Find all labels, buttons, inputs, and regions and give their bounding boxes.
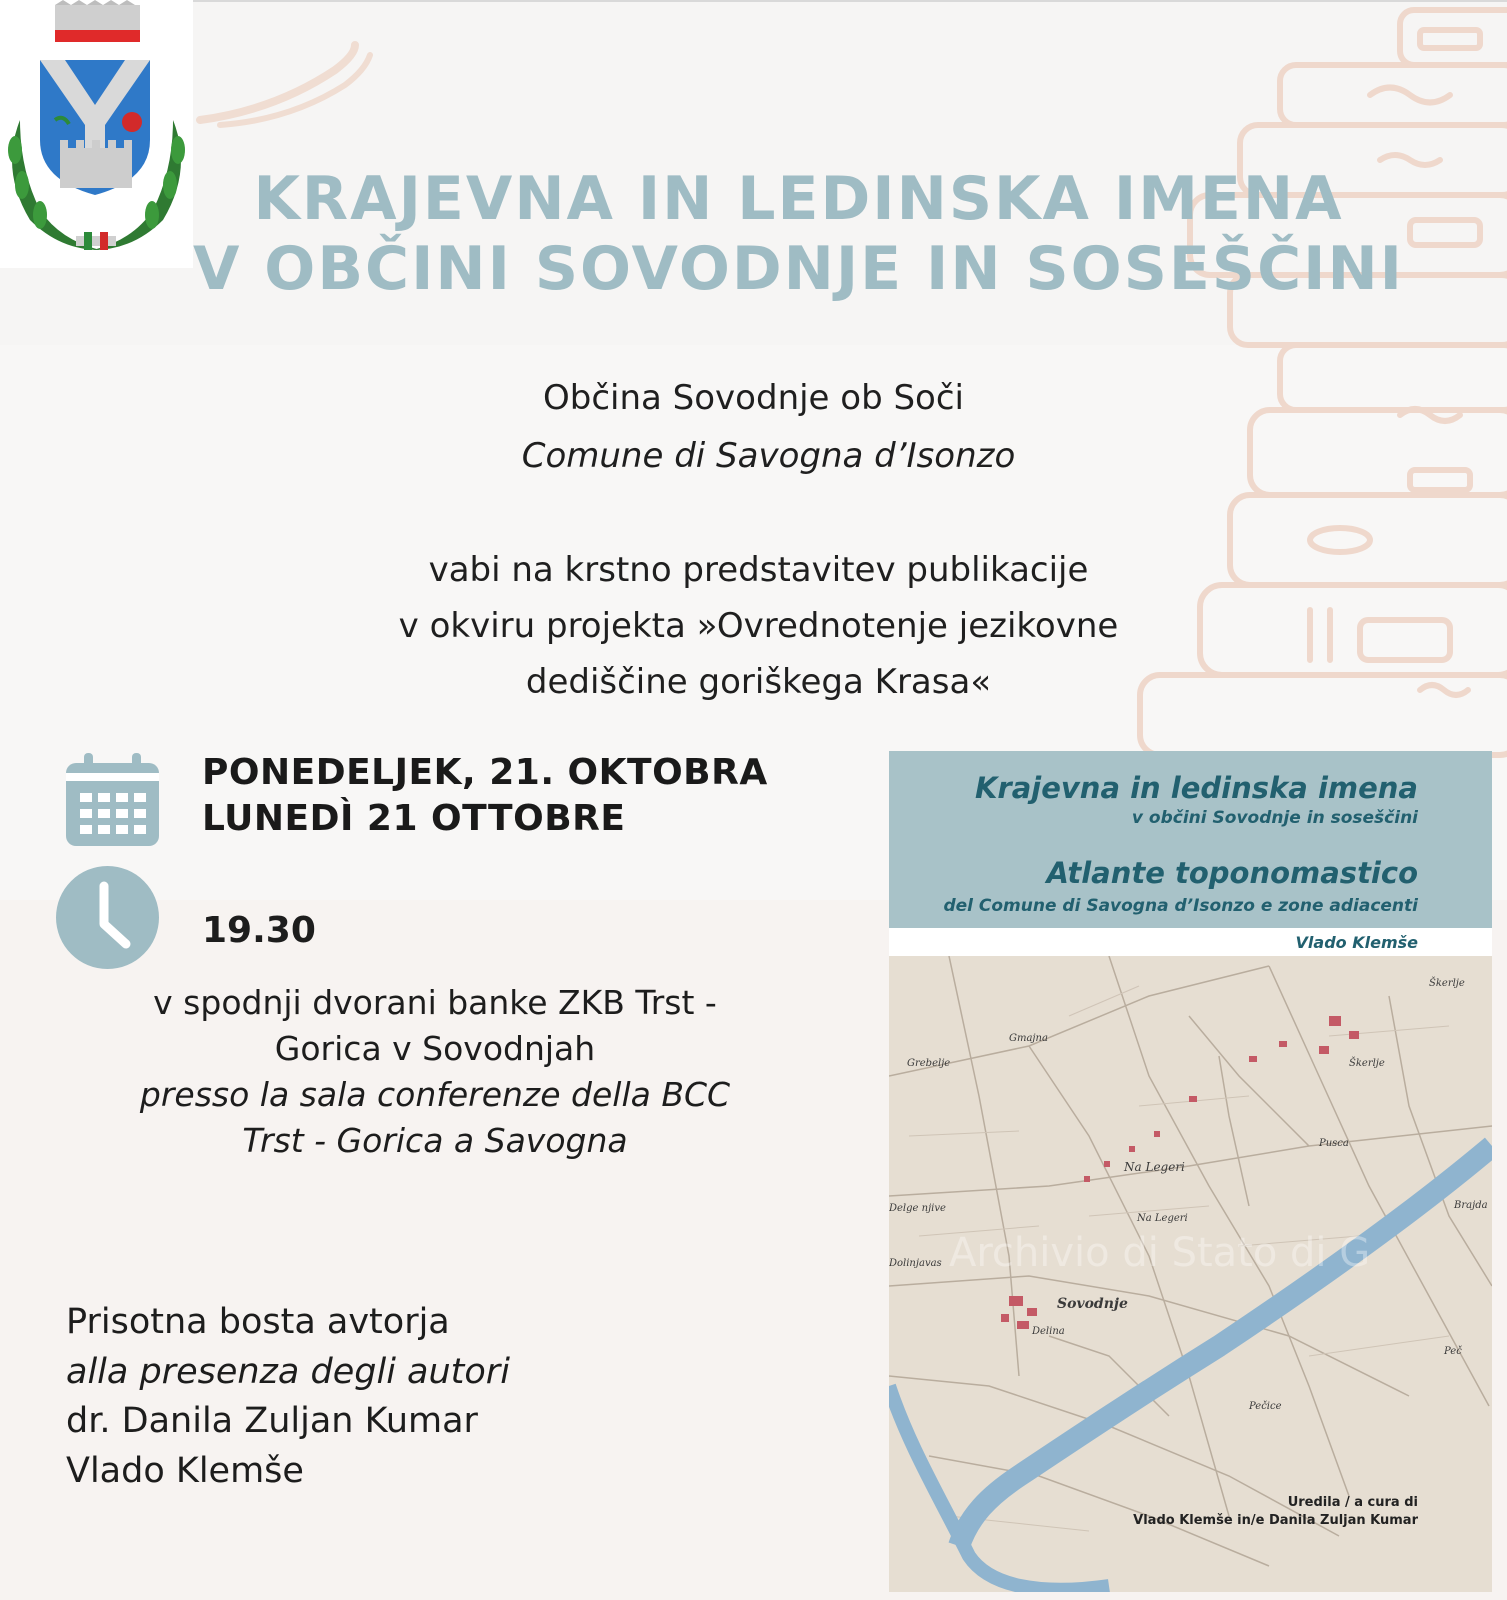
venue-line-2: Gorica v Sovodnjah [274, 1029, 596, 1068]
venue-line-3: presso la sala conferenze della BCC [139, 1075, 731, 1114]
author-name-2: Vlado Klemše [66, 1451, 304, 1491]
svg-text:Škerlje: Škerlje [1429, 978, 1465, 989]
organizer-slovene: Občina Sovodnje ob Soči [543, 378, 964, 418]
calendar-icon [66, 753, 159, 846]
svg-text:Pusca: Pusca [1319, 1138, 1349, 1149]
event-time: 19.30 [202, 910, 316, 951]
svg-text:Grebelje: Grebelje [907, 1058, 951, 1069]
book-author: Vlado Klemše [1295, 933, 1418, 952]
svg-text:Dolinjavas: Dolinjavas [889, 1258, 942, 1269]
svg-text:Delge njive: Delge njive [889, 1203, 946, 1214]
svg-text:Peč: Peč [1444, 1346, 1462, 1357]
svg-text:Na Legeri: Na Legeri [1124, 1160, 1185, 1174]
date-italian: LUNEDÌ 21 OTTOBRE [202, 798, 626, 839]
author-name-1: dr. Danila Zuljan Kumar [66, 1401, 478, 1441]
svg-text:Brajda: Brajda [1454, 1200, 1488, 1211]
book-title-italian: Atlante toponomastico [1046, 856, 1418, 890]
svg-text:Pečice: Pečice [1249, 1401, 1282, 1412]
svg-text:Škerlje: Škerlje [1349, 1058, 1385, 1069]
svg-text:Gmajna: Gmajna [1009, 1033, 1048, 1044]
book-title-slovene: Krajevna in ledinska imena [974, 771, 1418, 805]
clock-icon [56, 866, 159, 969]
invitation-line-2: v okviru projekta »Ovrednotenje jezikovne [398, 606, 1119, 646]
book-cover [889, 751, 1492, 1592]
title-line-2: V OBČINI SOVODNJE IN SOSEŠČINI [192, 234, 1404, 304]
invitation-line-3: dediščine goriškega Krasa« [525, 662, 992, 702]
book-credit-line-2: Vlado Klemše in/e Danila Zuljan Kumar [1133, 1513, 1418, 1528]
date-slovene: PONEDELJEK, 21. OKTOBRA [202, 752, 768, 793]
book-credit-line-1: Uredila / a cura di [1287, 1495, 1418, 1510]
authors-line-2: alla presenza degli autori [66, 1352, 510, 1392]
decorative-arc [195, 40, 385, 130]
authors-line-1: Prisotna bosta avtorja [66, 1302, 450, 1342]
invitation-line-1: vabi na krstno predstavitev publikacije [428, 550, 1089, 590]
book-subtitle-slovene: v občini Sovodnje in soseščini [1131, 808, 1418, 828]
svg-text:Delina: Delina [1032, 1326, 1065, 1337]
organizer-italian: Comune di Savogna d’Isonzo [521, 436, 1016, 476]
venue-line-4: Trst - Gorica a Savogna [242, 1121, 628, 1160]
title-line-1: KRAJEVNA IN LEDINSKA IMENA [253, 164, 1344, 234]
map-watermark: Archivio di Stato di G [949, 1230, 1371, 1276]
svg-text:Na Legeri: Na Legeri [1137, 1213, 1188, 1224]
book-subtitle-italian: del Comune di Savogna d’Isonzo e zone adiacenti [943, 896, 1418, 916]
svg-text:Sovodnje: Sovodnje [1057, 1296, 1128, 1312]
venue-line-1: v spodnji dvorani banke ZKB Trst - [153, 983, 717, 1022]
